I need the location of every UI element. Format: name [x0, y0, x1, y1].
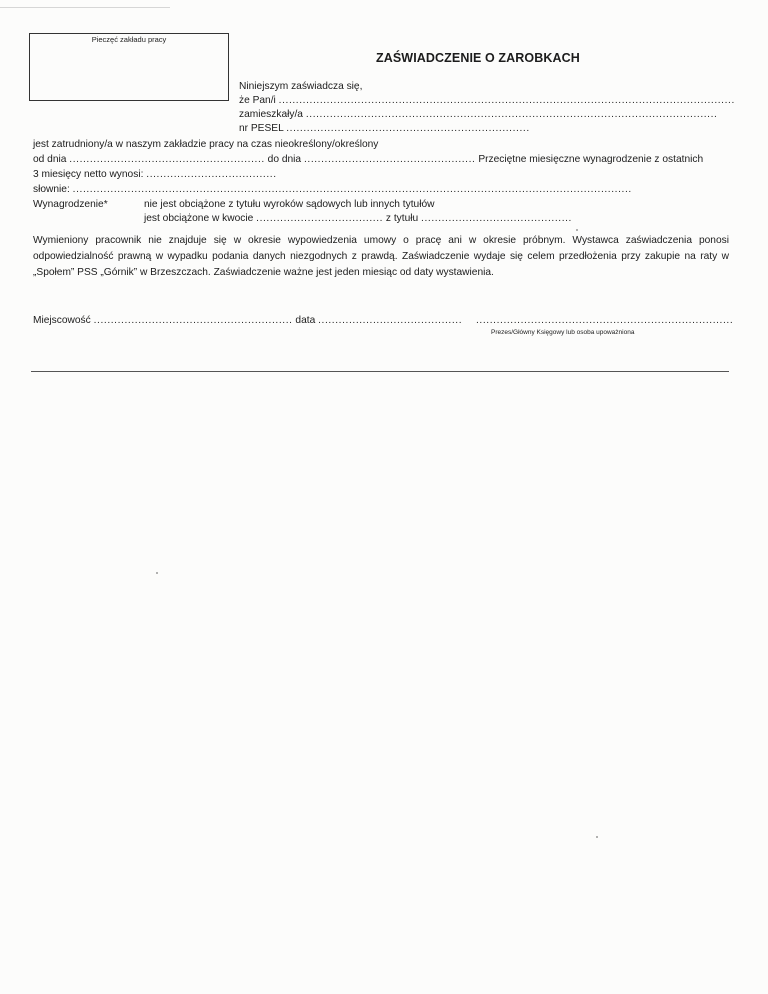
employment-line	[33, 138, 378, 152]
employment-text: jest zatrudniony/a w naszym zakładzie pracy na czas nieokreślony/określony	[33, 139, 379, 150]
employee-name-line	[239, 94, 735, 108]
net-salary-line	[33, 168, 277, 182]
place-label: Miejscowość	[33, 315, 91, 326]
from-date-label: od dnia	[33, 154, 67, 165]
scan-speck	[596, 836, 598, 838]
date-label: data	[295, 315, 316, 326]
salary-status-line	[33, 198, 108, 212]
pesel-field[interactable]: .......................................................................	[286, 123, 530, 134]
period-line	[33, 153, 703, 167]
avg-salary-text: Przeciętne miesięczne wynagrodzenie z ostatnich	[478, 154, 704, 165]
net-salary-field[interactable]: ......................................	[146, 169, 277, 180]
signature-caption: Prezes/Główny Księgowy lub osoba upoważniona	[491, 329, 635, 336]
signature-field[interactable]: ...........................................................................	[476, 315, 734, 326]
salary-label: Wynagrodzenie*	[33, 199, 108, 210]
charged-title-label: z tytułu	[385, 213, 419, 224]
to-date-label: do dnia	[267, 154, 302, 165]
charged-amount-field[interactable]: .....................................	[256, 213, 384, 224]
address-label: zamieszkały/a	[239, 109, 303, 120]
intro-text: Niniejszym zaświadcza się,	[239, 81, 363, 92]
charged-title-field[interactable]: ............................................	[421, 213, 572, 224]
intro-line	[239, 80, 362, 94]
charged-label: jest obciążone w kwocie	[144, 213, 254, 224]
in-words-field[interactable]: ...................................................................................................................................................................	[72, 184, 632, 195]
from-date-field[interactable]: .........................................................	[69, 154, 265, 165]
in-words-line	[33, 183, 632, 197]
company-stamp-box	[29, 33, 229, 101]
scan-speck	[156, 572, 158, 574]
employee-name-label: że Pan/i	[239, 95, 276, 106]
scan-speck	[576, 229, 578, 231]
stamp-label: Pieczęć zakładu pracy	[91, 35, 167, 44]
to-date-field[interactable]: ..................................................	[303, 154, 476, 165]
not-charged-line	[144, 198, 435, 212]
statement-paragraph: Wymieniony pracownik nie znajduje się w okresie wypowiedzenia umowy o pracę ani w okresie próbnym. Wystawca zaświadczenia ponosi odpowiedzialność prawną w wypadku podania danych niezgodnych z prawdą. Zaświadczenie wydaje się celem przedłożenia przy zakupie na raty w „Społem” PSS „Górnik” w Brzeszczach. Zaświadczenie ważne jest jeden miesiąc od daty wystawienia.	[33, 235, 729, 278]
place-field[interactable]: ..........................................................	[93, 315, 293, 326]
in-words-label: słownie:	[33, 184, 70, 195]
signature-line	[476, 314, 733, 328]
document-title: ZAŚWIADCZENIE O ZAROBKACH	[376, 51, 580, 65]
charged-line	[144, 212, 572, 226]
date-field[interactable]: ..........................................	[318, 315, 463, 326]
address-line	[239, 108, 717, 122]
place-date-line	[33, 314, 462, 328]
net-salary-label: 3 miesięcy netto wynosi:	[33, 169, 144, 180]
bottom-rule	[31, 371, 729, 372]
address-field[interactable]: ........................................................................................................................	[305, 109, 718, 120]
top-rule	[0, 7, 170, 8]
employee-name-field[interactable]: .....................................................................................................................................	[278, 95, 735, 106]
pesel-label: nr PESEL	[239, 123, 284, 134]
not-charged-text: nie jest obciążone z tytułu wyroków sądowych lub innych tytułów	[144, 199, 435, 210]
pesel-line	[239, 122, 530, 136]
